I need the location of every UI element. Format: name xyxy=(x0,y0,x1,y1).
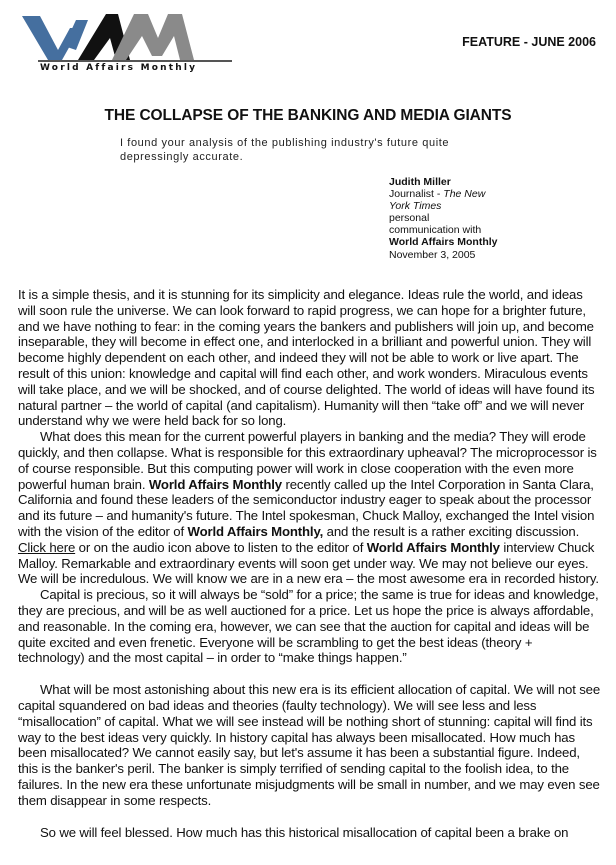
attribution-wam: World Affairs Monthly xyxy=(389,236,498,249)
publication-name: World Affairs Monthly xyxy=(366,539,500,555)
paragraph-2 xyxy=(18,429,601,587)
attribution-date: November 3, 2005 xyxy=(389,248,476,261)
text-run: interview Chuck Malloy. Remarkable and extraordinary events will soon get under way. We may not believe our eyes. We will be incredulous. We will know we are in a new era – the most awesome era in recorded history. xyxy=(18,539,599,587)
attribution xyxy=(389,176,509,261)
article-title: THE COLLAPSE OF THE BANKING AND MEDIA GIANTS xyxy=(104,107,512,124)
text-run: recently called up the Intel Corporation in Santa Clara, California and found these leaders of the semiconductor industry eager to speak about the processor and its future – and humanity's future. The Intel spokesman, Chuck Malloy, exchanged the Intel vision with the vision of the editor of xyxy=(18,476,595,539)
attribution-publication: The New York Times xyxy=(389,188,486,213)
click-here-link[interactable]: Click here xyxy=(18,539,76,555)
publication-name: World Affairs Monthly, xyxy=(187,523,324,539)
attribution-communication: communication with xyxy=(389,224,482,237)
paragraph-5: So we will feel blessed. How much has this historical misallocation of capital been a brake on xyxy=(40,824,569,840)
paragraph-3: Capital is precious, so it will always be “sold” for a price; the same is true for ideas and knowledge, they are precious, and will be as well auctioned for a price. Let us hope the price is always affordable, and reasonable. In the coming era, however, we can see that the auction for capital and ideas will be quite excited and even frenetic. Everyone will be scrambling to get the best ideas (theory + technology) and the most capital – in order to “make things happen.” xyxy=(18,587,599,666)
logo-tagline: World Affairs Monthly xyxy=(40,63,198,73)
text-run: What does this mean for the current powerful players in banking and the media? They will erode quickly, and then collapse. What is responsible for this extraordinary upheaval? The microprocessor is of course responsible. But this computing power will work in close cooperation with the even more powerful human brain. xyxy=(18,429,597,492)
epigraph: I found your analysis of the publishing industry's future quite depressingly accurate. xyxy=(120,137,450,163)
attribution-role xyxy=(389,188,509,212)
attribution-name: Judith Miller xyxy=(389,176,451,188)
article-body xyxy=(18,287,601,840)
paragraph-4: What will be most astonishing about this new era is its efficient allocation of capital. We will not see capital squandered on bad ideas and theories (faulty technology). We will see less and less “misallocation” of capital. What we will see instead will be nothing short of stunning: capital will find its way to the best ideas very quickly. In history capital has always been misallocated. How much has been misallocated? We cannot easily say, but let's assume it has been a substantial figure. Indeed, this is the banker's peril. The banker is simply terrified of sending capital to the foolish idea, to the failures. In the new era these unfortunate misjudgments will be small in number, and we may even see them disappear in some respects. xyxy=(18,682,601,808)
text-run: and the result is a rather exciting discussion. xyxy=(323,523,580,539)
wam-logo xyxy=(18,8,233,74)
paragraph-1: It is a simple thesis, and it is stunning for its simplicity and elegance. Ideas rule the world, and ideas will soon rule the universe. We can look forward to rapid progress, we can hope for a brighter future, and we have nothing to fear: in the coming years the bankers and publishers will join up, and become inseparable, they will become in effect one, and interlocked in a brilliant and powerful union. They will become highly dependent on each other, and indeed they will not be able to work or live apart. The result of this union: knowledge and capital will find each other, and work wonders. Miraculous events will take place, and we will be shocked, and of course delighted. The world of ideas will have found its natural partner – the world of capital (and capitalism). Humanity will then “take off” and we will never understand why we were held back for so long. xyxy=(18,287,595,429)
feature-label: FEATURE - JUNE 2006 xyxy=(462,35,596,49)
publication-name: World Affairs Monthly xyxy=(148,476,282,492)
attribution-personal: personal xyxy=(389,212,430,225)
text-run: or on the audio icon above to listen to the editor of xyxy=(75,539,367,555)
attribution-role-prefix: Journalist - xyxy=(389,188,444,201)
